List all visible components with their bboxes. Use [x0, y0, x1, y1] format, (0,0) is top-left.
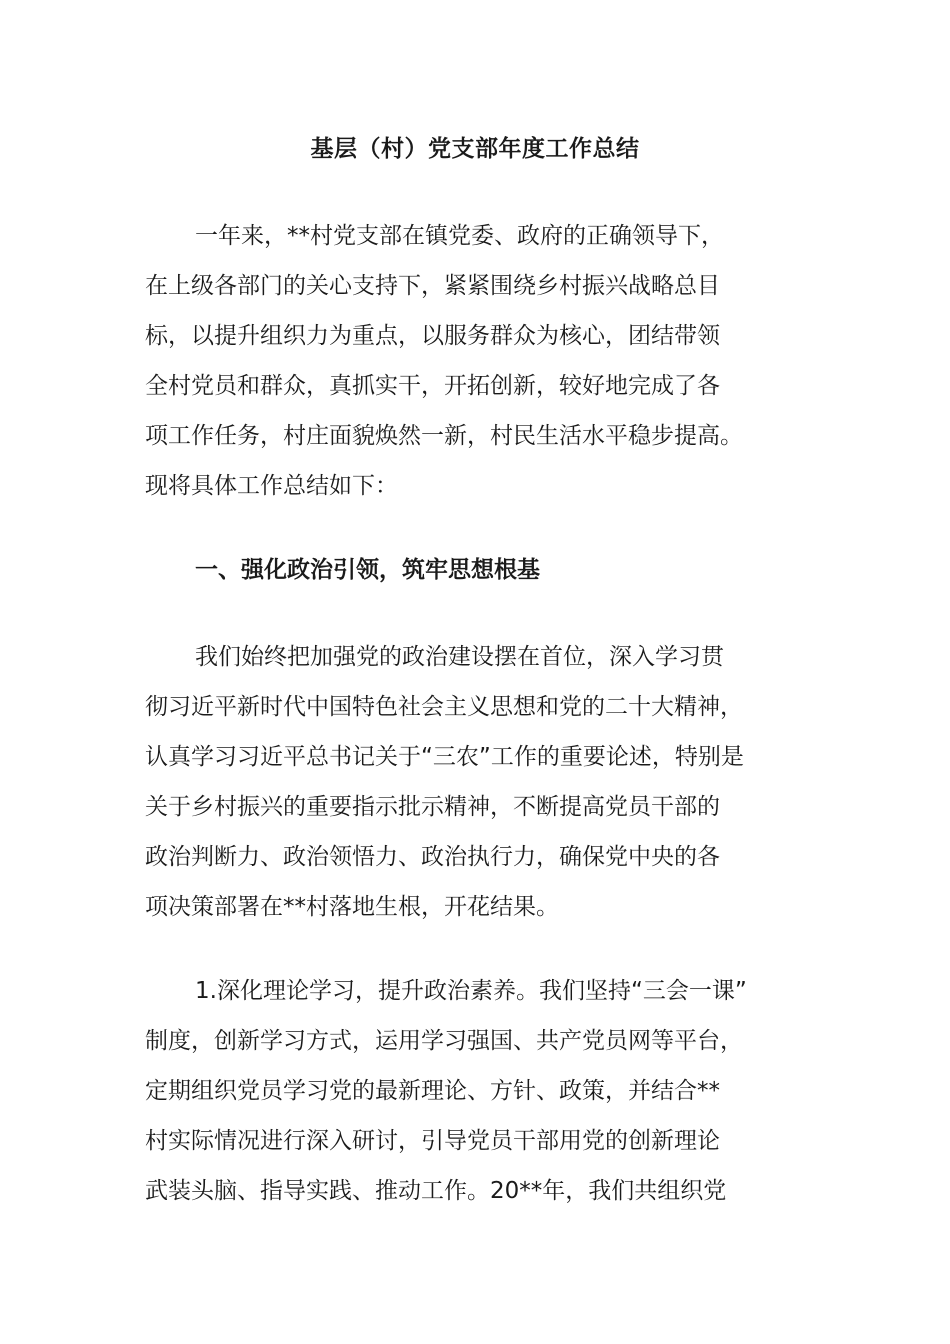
paragraph-line: 一年来，**村党支部在镇党委、政府的正确领导下， — [195, 223, 724, 249]
paragraph-line: 定期组织党员学习党的最新理论、方针、政策，并结合** — [145, 1078, 720, 1104]
paragraph-line: 政治判断力、政治领悟力、政治执行力，确保党中央的各 — [145, 844, 720, 870]
paragraph-line: 项工作任务，村庄面貌焕然一新，村民生活水平稳步提高。 — [145, 423, 743, 449]
paragraph-line: 标，以提升组织力为重点，以服务群众为核心，团结带领 — [145, 323, 720, 349]
section-paragraph — [145, 632, 815, 932]
paragraph-line: 全村党员和群众，真抓实干，开拓创新，较好地完成了各 — [145, 373, 720, 399]
paragraph-line: 武装头脑、指导实践、推动工作。20**年，我们共组织党 — [145, 1178, 727, 1204]
paragraph-line: 彻习近平新时代中国特色社会主义思想和党的二十大精神， — [145, 694, 743, 720]
paragraph-line: 1.深化理论学习，提升政治素养。我们坚持“三会一课” — [195, 978, 747, 1004]
paragraph-line: 关于乡村振兴的重要指示批示精神，不断提高党员干部的 — [145, 794, 720, 820]
paragraph-line: 现将具体工作总结如下： — [145, 473, 398, 499]
item-paragraph — [145, 966, 815, 1216]
paragraph-line: 认真学习习近平总书记关于“三农”工作的重要论述，特别是 — [145, 744, 744, 770]
document-title: 基层（村）党支部年度工作总结 — [310, 136, 640, 162]
section-heading: 一、强化政治引领，筑牢思想根基 — [195, 557, 540, 583]
paragraph-line: 项决策部署在**村落地生根，开花结果。 — [145, 894, 559, 920]
paragraph-line: 在上级各部门的关心支持下，紧紧围绕乡村振兴战略总目 — [145, 273, 720, 299]
intro-paragraph — [145, 211, 815, 511]
paragraph-line: 制度，创新学习方式，运用学习强国、共产党员网等平台， — [145, 1028, 743, 1054]
paragraph-line: 我们始终把加强党的政治建设摆在首位，深入学习贯 — [195, 644, 724, 670]
paragraph-line: 村实际情况进行深入研讨，引导党员干部用党的创新理论 — [145, 1128, 720, 1154]
